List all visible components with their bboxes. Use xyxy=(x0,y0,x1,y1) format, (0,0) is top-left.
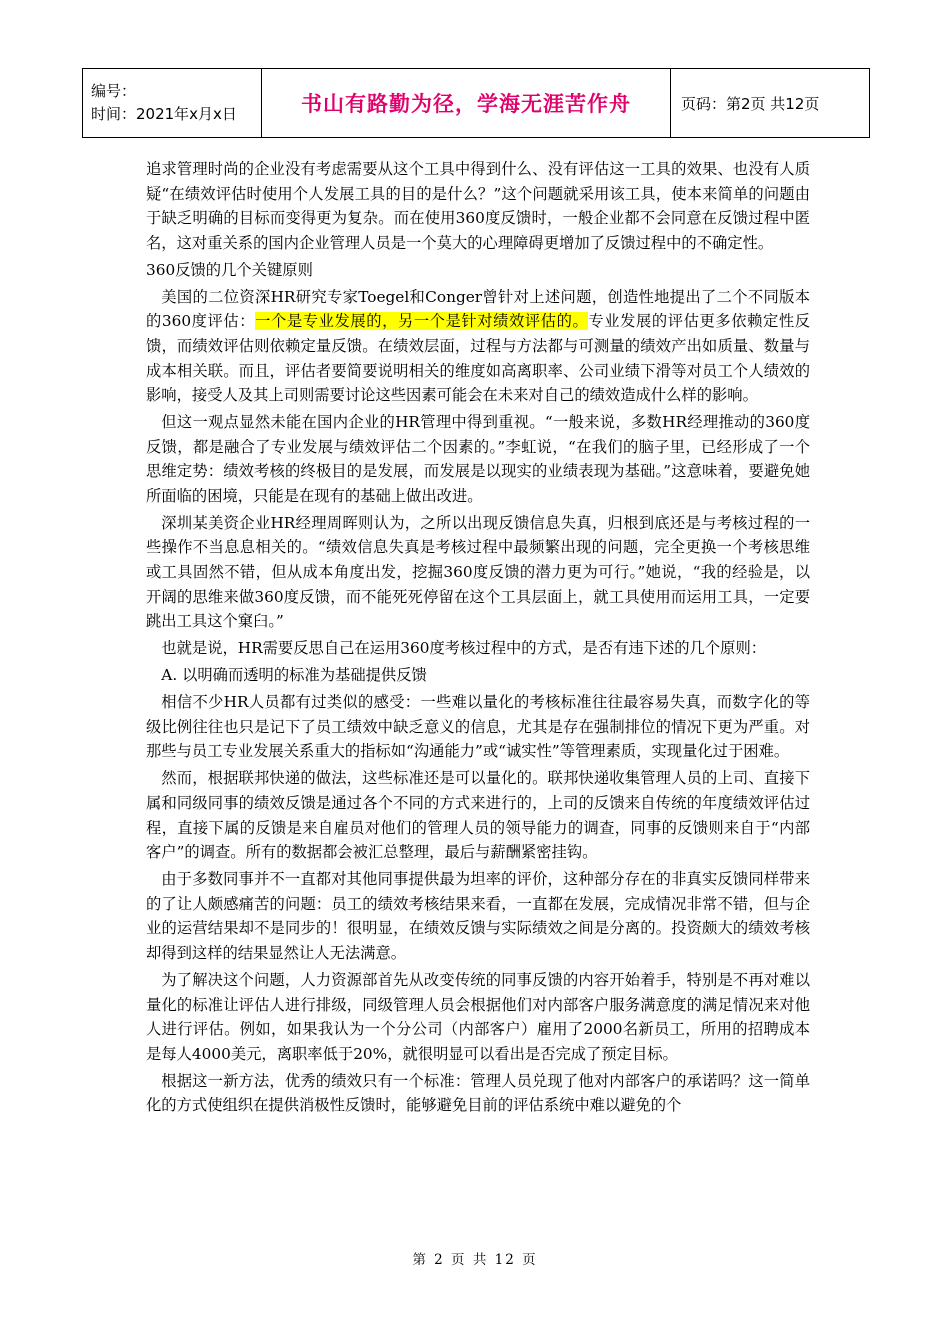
header-page-label: 页码：第2页 共12页 xyxy=(671,69,870,138)
paragraph: 追求管理时尚的企业没有考虑需要从这个工具中得到什么、没有评估这一工具的效果、也没有人质疑“在绩效评估时使用个人发展工具的目的是什么？”这个问题就采用该工具，使本来简单的问题由于缺乏明确的目标而变得更为复杂。而在使用360度反馈时，一般企业都不会同意在反馈过程中匿名，这对重关系的国内企业管理人员是一个莫大的心理障碍更增加了反馈过程中的不确定性。 xyxy=(146,160,810,252)
header-meta xyxy=(83,69,262,138)
paragraph: 由于多数同事并不一直都对其他同事提供最为坦率的评价，这种部分存在的非真实反馈同样带来的了让人颇感痛苦的问题：员工的绩效考核结果来看，一直都在发展，完成情况非常不错，但与企业的运营结果却不是同步的！很明显，在绩效反馈与实际绩效之间是分离的。投资颇大的绩效考核却得到这样的结果显然让人无法满意。 xyxy=(146,870,810,962)
subsection-heading: A. 以明确而透明的标准为基础提供反馈 xyxy=(161,666,427,685)
paragraph: 为了解决这个问题，人力资源部首先从改变传统的同事反馈的内容开始着手，特别是不再对难以量化的标准让评估人进行排级，同级管理人员会根据他们对内部客户服务满意度的满足情况来对他人进行评估。例如，如果我认为一个分公司（内部客户）雇用了2000名新员工，所用的招聘成本是每人4000美元，离职率低于20%，就很明显可以看出是否完成了预定目标。 xyxy=(146,970,810,1063)
page-footer: 第 2 页 共 12 页 xyxy=(412,1252,538,1268)
page-header xyxy=(82,68,870,138)
paragraph-text: 美国的二位资深HR研究专家Toegel和Conger曾针对上述问题，创造性地提出了二个不同版本的360度评估： xyxy=(146,287,810,331)
header-motto: 书山有路勤为径，学海无涯苦作舟 xyxy=(262,69,671,138)
paragraph: 也就是说，HR需要反思自己在运用360度考核过程中的方式，是否有违下述的几个原则： xyxy=(161,639,767,658)
paragraph: 根据这一新方法，优秀的绩效只有一个标准：管理人员兑现了他对内部客户的承诺吗？这一简单化的方式使组织在提供消极性反馈时，能够避免目前的评估系统中难以避免的个 xyxy=(146,1071,810,1115)
section-heading: 360反馈的几个关键原则 xyxy=(146,260,313,279)
paragraph: 深圳某美资企业HR经理周晖则认为，之所以出现反馈信息失真，归根到底还是与考核过程的一些操作不当息息相关的。“绩效信息失真是考核过程中最频繁出现的问题，完全更换一个考核思维或工具固然不错，但从成本角度出发，挖掘360度反馈的潜力更为可行。”她说，“我的经验是，以开阔的思维来做360度反馈，而不能死死停留在这个工具层面上，就工具使用而运用工具，一定要跳出工具这个窠臼。” xyxy=(146,513,810,631)
paragraph-text: 专业发展的评估更多依赖定性反馈，而绩效评估则依赖定量反馈。在绩效层面，过程与方法都与可测量的绩效产出如质量、数量与成本相关联。而且，评估者要简要说明相关的维度如高离职率、公司业绩下滑等对员工个人绩效的影响，接受人及其上司则需要讨论这些因素可能会在未来对自己的绩效造成什么样的影响。 xyxy=(146,312,810,405)
document-body xyxy=(146,157,810,1120)
document-date-label: 时间：2021年x月x日 xyxy=(91,105,237,123)
paragraph xyxy=(146,285,810,408)
document-number-label: 编号： xyxy=(91,82,137,100)
paragraph: 相信不少HR人员都有过类似的感受：一些难以量化的考核标准往往最容易失真，而数字化的等级比例往往也只是记下了员工绩效中缺乏意义的信息，尤其是存在强制排位的情况下更为严重。对那些与员工专业发展关系重大的指标如“沟通能力”或“诚实性”等管理素质，实现量化过于困难。 xyxy=(146,693,810,761)
highlighted-text: 一个是专业发展的，另一个是针对绩效评估的。 xyxy=(255,312,589,331)
paragraph: 然而，根据联邦快递的做法，这些标准还是可以量化的。联邦快递收集管理人员的上司、直接下属和同级同事的绩效反馈是通过各个不同的方式来进行的，上司的反馈来自传统的年度绩效评估过程，直接下属的反馈是来自雇员对他们的管理人员的领导能力的调查，同事的反馈则来自于“内部客户”的调查。所有的数据都会被汇总整理，最后与薪酬紧密挂钩。 xyxy=(146,769,810,862)
paragraph: 但这一观点显然未能在国内企业的HR管理中得到重视。“一般来说，多数HR经理推动的360度反馈，都是融合了专业发展与绩效评估二个因素的。”李虹说，“在我们的脑子里，已经形成了一个思维定势：绩效考核的终极目的是发展，而发展是以现实的业绩表现为基础。”这意味着，要避免她所面临的困境，只能是在现有的基础上做出改进。 xyxy=(146,413,810,505)
